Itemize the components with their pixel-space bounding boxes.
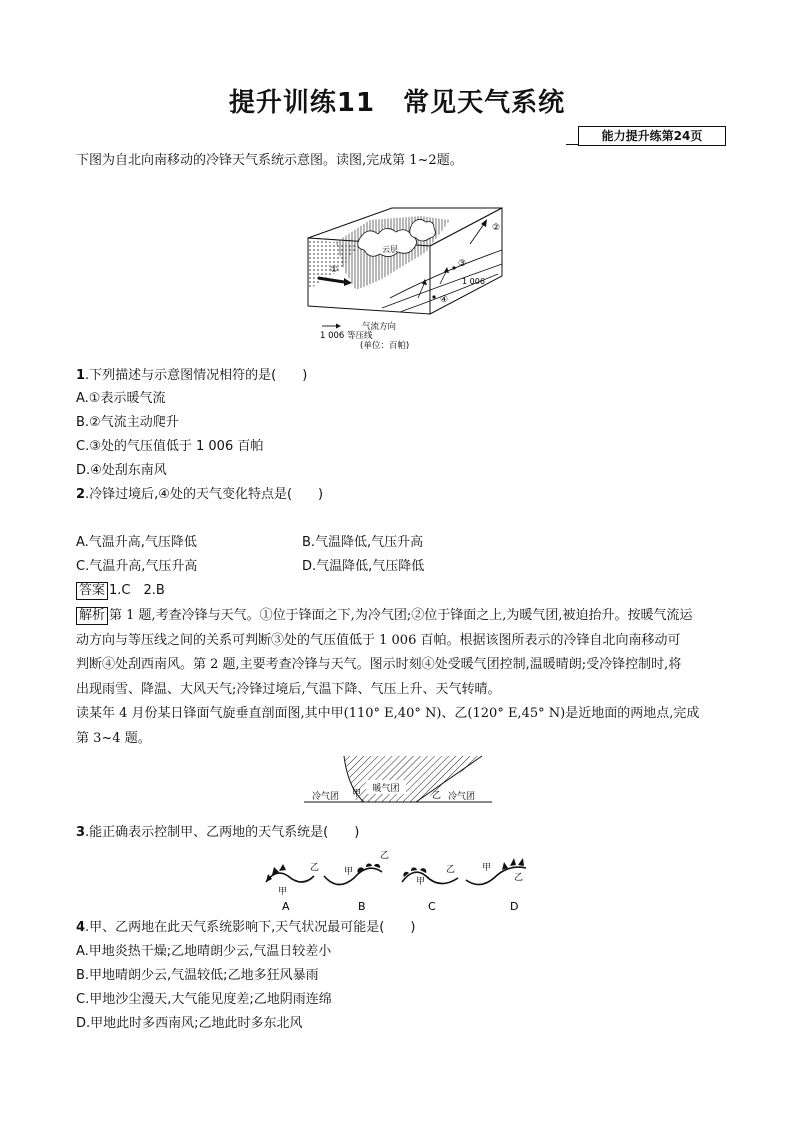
choice-a-yi: 乙 — [310, 863, 320, 873]
isobar-value: 1 006 — [462, 277, 485, 286]
cyclone-cross-section — [304, 752, 500, 812]
answer-label: 答案 — [76, 582, 108, 600]
choice-c-front — [402, 864, 458, 913]
explanation — [76, 604, 726, 751]
choice-b-letter: B — [358, 900, 366, 913]
left-cold-air-label: 冷气团 — [312, 792, 340, 802]
q3-stem-text: .能正确表示控制甲、乙两地的天气系统是( ) — [85, 825, 360, 840]
legend-flow: 气流方向 — [362, 322, 397, 332]
intro-text-2-line-2: 第 3~4 题。 — [76, 730, 151, 746]
intro-text-2-line-1: 读某年 4 月份某日锋面气旋垂直剖面图,其中甲(110° E,40° N)、乙(120° E,45° N)是近地面的两地点,完成 — [76, 706, 700, 721]
choice-d-front — [466, 858, 526, 913]
cloud-label: 云层 — [382, 245, 398, 254]
q4-option-b: B.甲地晴朗少云,气温较低;乙地多狂风暴雨 — [76, 968, 319, 983]
q1-option-b: B.②气流主动爬升 — [76, 415, 179, 430]
choice-c-yi: 乙 — [446, 865, 456, 875]
choice-a-letter: A — [282, 900, 290, 913]
choice-d-yi: 乙 — [514, 873, 524, 883]
q2-stem — [76, 484, 323, 506]
marker-4: ④ — [440, 295, 449, 305]
tag-line — [566, 144, 578, 145]
explanation-label: 解析 — [76, 607, 108, 625]
choice-d-jia: 甲 — [482, 863, 492, 873]
choice-b-yi: 乙 — [380, 851, 390, 861]
marker-1: ① — [330, 265, 339, 275]
q1-option-c: C.③处的气压值低于 1 006 百帕 — [76, 439, 264, 454]
q4-option-a: A.甲地炎热干燥;乙地晴朗少云,气温日较差小 — [76, 944, 332, 959]
q1-option-d: D.④处刮东南风 — [76, 463, 167, 478]
q4-number: 4 — [76, 920, 86, 935]
explanation-line-1: 第 1 题,考查冷锋与天气。①位于锋面之下,为冷气团;②位于锋面之上,为暖气团,被迫抬升。按暖气流运 — [109, 608, 693, 623]
q1-number: 1 — [76, 368, 86, 383]
q2-option-d: D.气温降低,气压降低 — [302, 559, 425, 574]
warm-air-label: 暖气团 — [372, 784, 400, 794]
jia-label: 甲 — [352, 789, 362, 799]
q1-stem — [76, 365, 307, 387]
q1-option-a: A.①表示暖气流 — [76, 391, 166, 406]
page-title — [0, 82, 794, 119]
q4-option-c: C.甲地沙尘漫天,大气能见度差;乙地阴雨连绵 — [76, 992, 332, 1007]
q4-option-d: D.甲地此时多西南风;乙地此时多东北风 — [76, 1016, 303, 1031]
marker-2: ② — [492, 223, 501, 233]
legend-unit: (单位：百帕) — [360, 341, 410, 351]
cold-front-diagram — [300, 180, 510, 356]
right-cold-air-label: 冷气团 — [448, 792, 476, 802]
answer-row — [76, 580, 165, 602]
choice-a-front — [266, 862, 319, 913]
answer-text: 1.C 2.B — [109, 583, 165, 598]
legend-isobar: 1 006 等压线 — [320, 331, 373, 341]
explanation-line-2: 动方向与等压线之间的关系可判断③处的气压值低于 1 006 百帕。根据该图所表示的冷锋自北向南移动可 — [76, 632, 681, 648]
q3-number: 3 — [76, 825, 86, 840]
intro-text-1: 下图为自北向南移动的冷锋天气系统示意图。读图,完成第 1~2题。 — [76, 153, 463, 168]
explanation-line-4: 出现雨雪、降温、大风天气;冷锋过境后,气温下降、气压上升、天气转晴。 — [76, 681, 501, 697]
choice-b-front — [324, 850, 389, 913]
q2-number: 2 — [76, 487, 86, 502]
title-part2: 常见天气系统 — [403, 88, 566, 118]
q1-stem-text: .下列描述与示意图情况相符的是( ) — [85, 368, 308, 383]
q4-stem-text: .甲、乙两地在此天气系统影响下,天气状况最可能是( ) — [85, 920, 416, 935]
choice-b-jia: 甲 — [344, 867, 354, 877]
choice-c-jia: 甲 — [416, 877, 426, 887]
choice-c-letter: C — [428, 900, 436, 913]
choice-a-jia: 甲 — [278, 887, 288, 897]
marker-3: ③ — [458, 259, 467, 269]
yi-label: 乙 — [432, 791, 442, 801]
q2-option-b: B.气温降低,气压升高 — [302, 535, 424, 550]
q3-stem — [76, 822, 359, 844]
title-part1: 提升训练11 — [228, 88, 376, 118]
q4-stem — [76, 917, 415, 939]
q2-option-c: C.气温升高,气压升高 — [76, 559, 198, 574]
page-tag: 能力提升练第24页 — [578, 126, 726, 146]
q2-option-a: A.气温升高,气压降低 — [76, 535, 197, 550]
q2-stem-text: .冷锋过境后,④处的天气变化特点是( ) — [85, 487, 324, 502]
q3-choices-diagram — [258, 846, 548, 916]
explanation-line-3: 判断④处刮西南风。第 2 题,主要考查冷锋与天气。图示时刻④处受暖气团控制,温暖晴朗;受冷锋控制时,将 — [76, 657, 682, 672]
choice-d-letter: D — [510, 900, 519, 913]
